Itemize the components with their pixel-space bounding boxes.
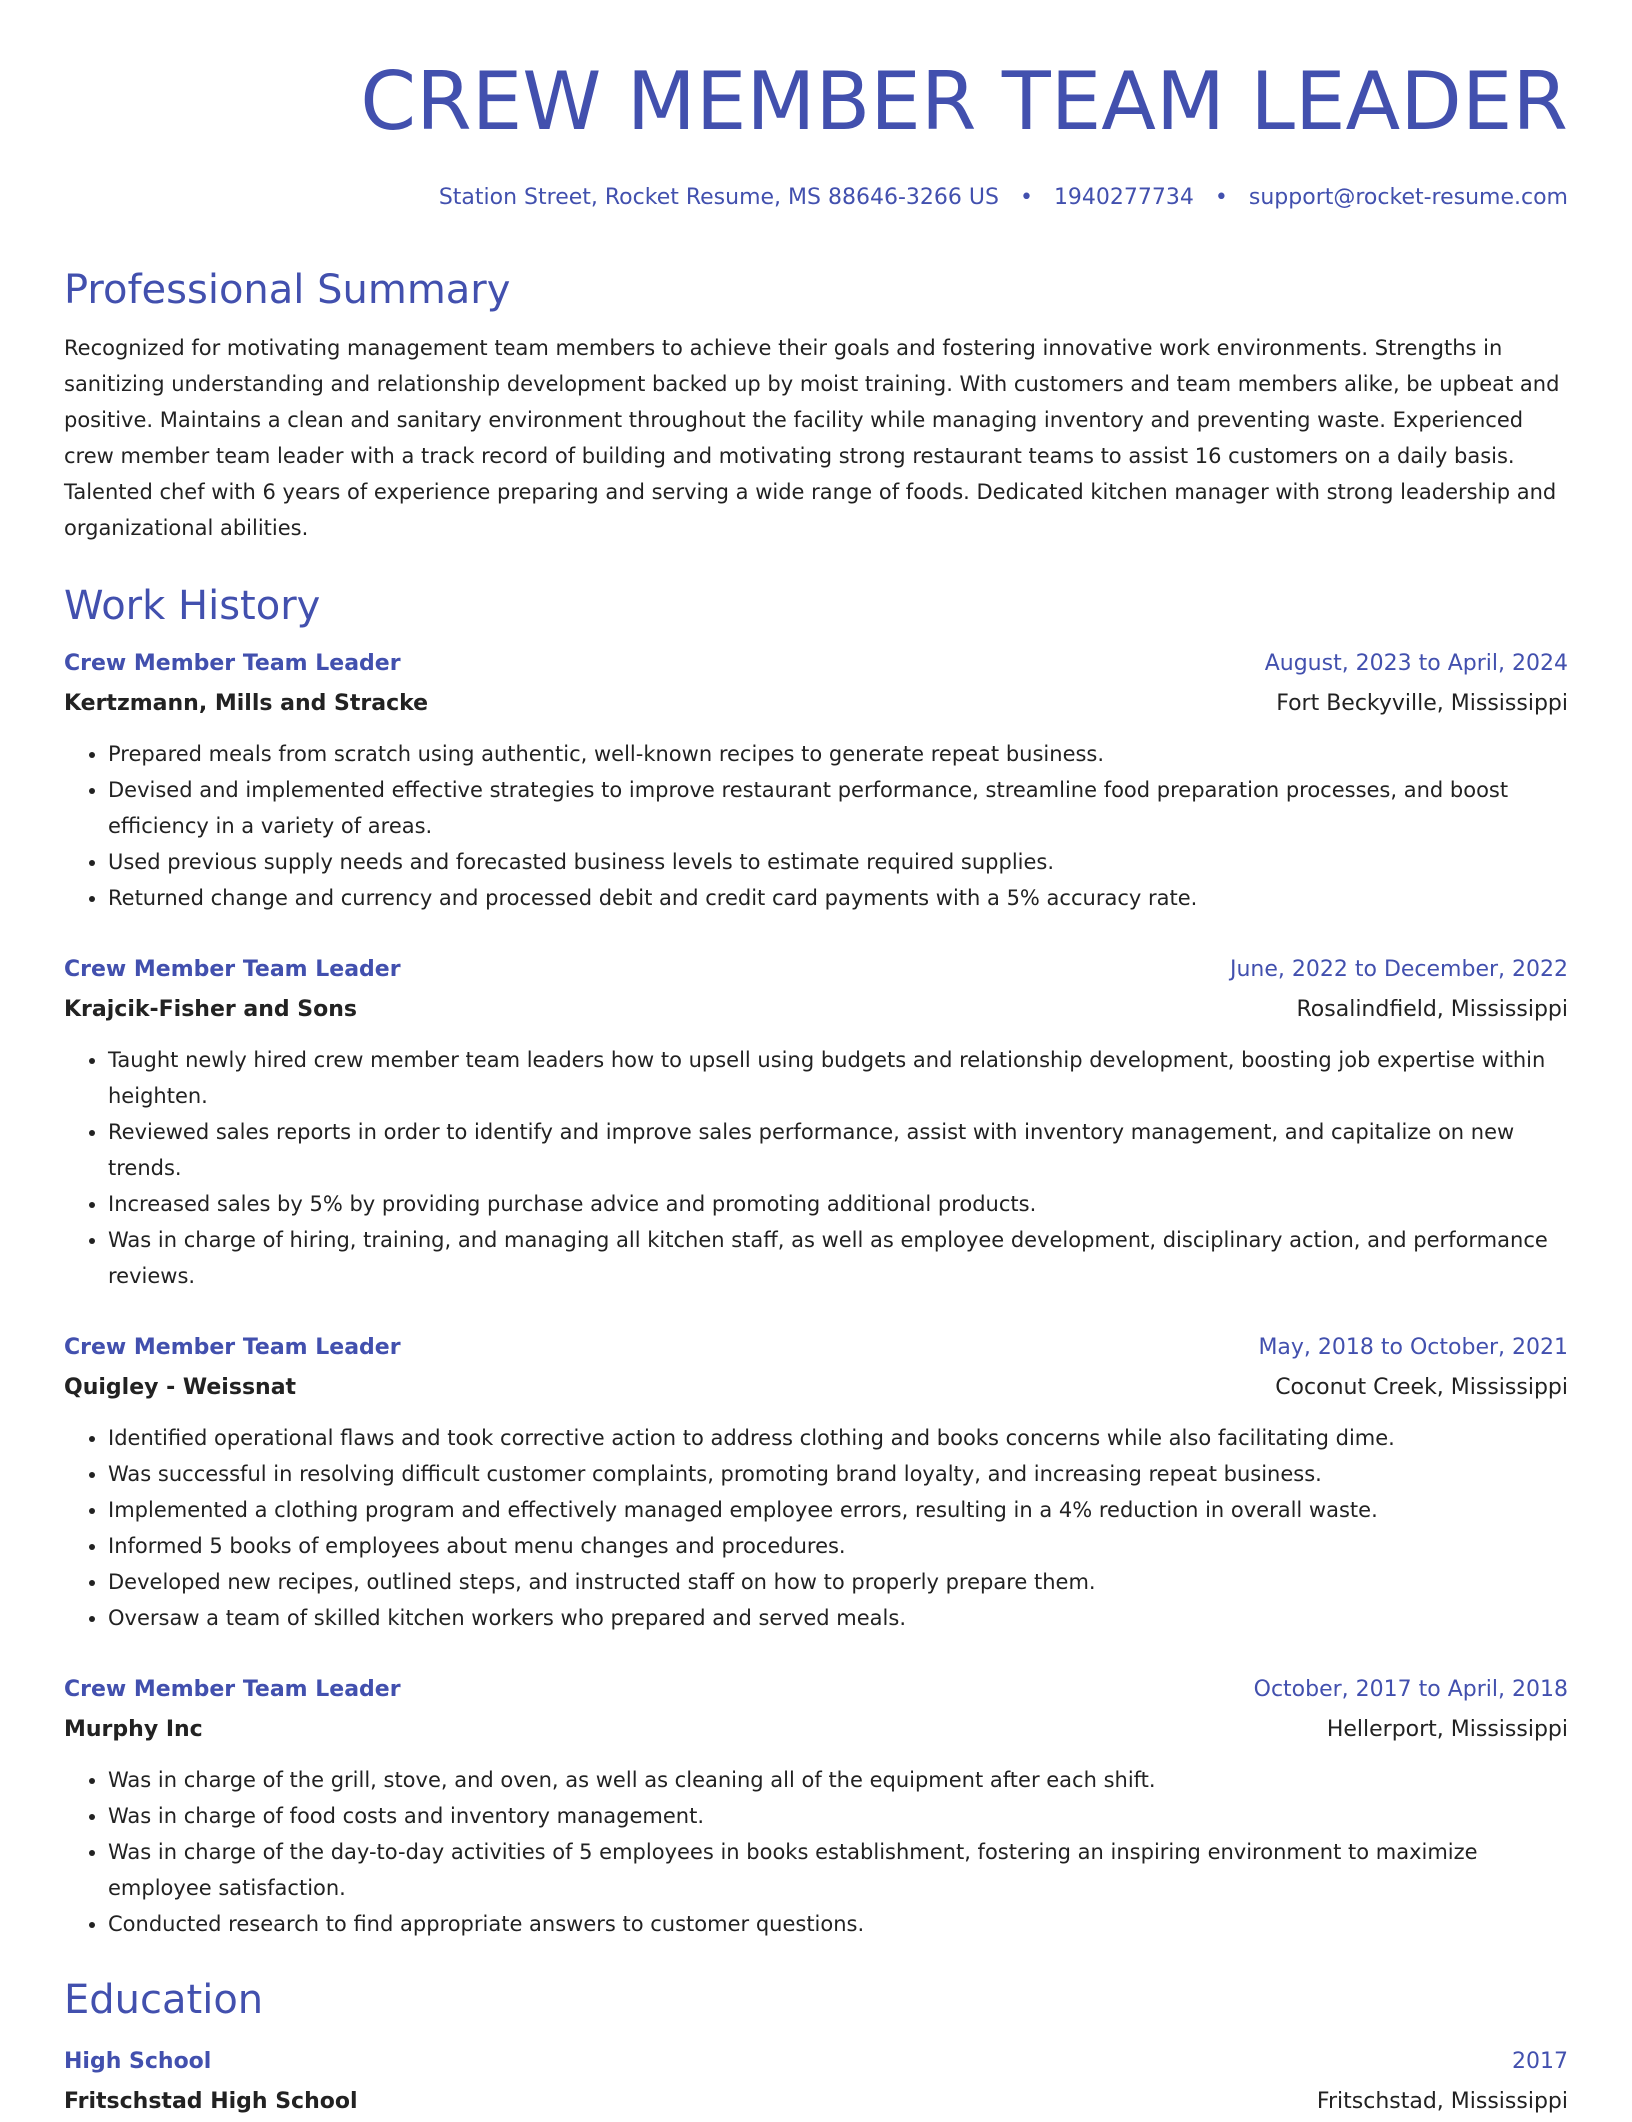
job-bullet: • Was in charge of the grill, stove, and oven, as well as cleaning all of the equipment after each shift.: [108, 1762, 1568, 1798]
contact-email[interactable]: support@rocket-resume.com: [1248, 185, 1568, 210]
job-title: Crew Member Team Leader: [64, 1335, 401, 1360]
education-degree: High School: [64, 2049, 212, 2074]
job-bullets: [64, 1762, 1568, 1942]
contact-separator: •: [1214, 185, 1228, 210]
job-bullet: • Informed 5 books of employees about menu changes and procedures.: [108, 1528, 1568, 1564]
job-dates: August, 2023 to April, 2024: [1264, 651, 1568, 676]
job-bullet: • Increased sales by 5% by providing purchase advice and promoting additional products.: [108, 1186, 1568, 1222]
contact-separator: •: [1019, 185, 1033, 210]
job-bullet: • Oversaw a team of skilled kitchen workers who prepared and served meals.: [108, 1600, 1568, 1636]
job-entry: [64, 950, 1568, 1294]
job-bullet: • Identified operational flaws and took corrective action to address clothing and books concerns while also facilitating dime.: [108, 1420, 1568, 1456]
job-company: Krajcik-Fisher and Sons: [64, 997, 358, 1022]
job-location: Fort Beckyville, Mississippi: [1276, 691, 1568, 716]
job-bullets: [64, 1420, 1568, 1636]
job-location: Hellerport, Mississippi: [1326, 1717, 1568, 1742]
education-heading: Education: [64, 1977, 264, 2023]
work-history-heading: Work History: [64, 583, 321, 629]
job-bullet: • Taught newly hired crew member team leaders how to upsell using budgets and relationship development, boosting job expertise within heighten.: [108, 1042, 1568, 1114]
education-school: Fritschstad High School: [64, 2089, 358, 2114]
job-dates: June, 2022 to December, 2022: [1229, 957, 1568, 982]
job-title: Crew Member Team Leader: [64, 651, 401, 676]
job-bullet: • Devised and implemented effective strategies to improve restaurant performance, streamline food preparation processes, and boost efficiency in a variety of areas.: [108, 772, 1568, 844]
education-location: Fritschstad, Mississippi: [1316, 2089, 1568, 2114]
job-bullets: [64, 1042, 1568, 1294]
job-entry: [64, 1670, 1568, 1942]
job-bullet: • Developed new recipes, outlined steps, and instructed staff on how to properly prepare them.: [108, 1564, 1568, 1600]
job-company: Quigley - Weissnat: [64, 1375, 297, 1400]
job-location: Rosalindfield, Mississippi: [1296, 997, 1568, 1022]
job-entry: [64, 1328, 1568, 1636]
resume-page: [64, 0, 1568, 2122]
job-bullet: • Returned change and currency and processed debit and credit card payments with a 5% accuracy rate.: [108, 880, 1568, 916]
job-bullets: [64, 736, 1568, 916]
job-title: Crew Member Team Leader: [64, 957, 401, 982]
job-bullet: • Was in charge of food costs and inventory management.: [108, 1798, 1568, 1834]
contact-line: [64, 180, 1568, 216]
summary-text: Recognized for motivating management team members to achieve their goals and fostering innovative work environments. Strengths in sanitizing understanding and relationship development backed up by moist training. With customers and team members alike, be upbeat and positive. Maintains a clean and sanitary environment throughout the facility while managing inventory and preventing waste. Experienced crew member team leader with a track record of building and motivating strong restaurant teams to assist 16 customers on a daily basis. Talented chef with 6 years of experience preparing and serving a wide range of foods. Dedicated kitchen manager with strong leadership and organizational abilities.: [64, 336, 1560, 540]
job-bullet: • Prepared meals from scratch using authentic, well-known recipes to generate repeat business.: [108, 736, 1568, 772]
job-bullet: • Used previous supply needs and forecasted business levels to estimate required supplies.: [108, 844, 1568, 880]
job-bullet: • Was successful in resolving difficult customer complaints, promoting brand loyalty, and increasing repeat business.: [108, 1456, 1568, 1492]
job-bullet: • Reviewed sales reports in order to identify and improve sales performance, assist with inventory management, and capitalize on new trends.: [108, 1114, 1568, 1186]
job-bullet: • Was in charge of the day-to-day activities of 5 employees in books establishment, fostering an inspiring environment to maximize employee satisfaction.: [108, 1834, 1568, 1906]
contact-phone: 1940277734: [1053, 185, 1194, 210]
education-entry: [64, 2042, 1568, 2122]
summary-heading: Professional Summary: [64, 267, 511, 313]
resume-name: CREW MEMBER TEAM LEADER: [360, 55, 1568, 148]
job-bullet: • Implemented a clothing program and effectively managed employee errors, resulting in a 4% reduction in overall waste.: [108, 1492, 1568, 1528]
job-dates: May, 2018 to October, 2021: [1258, 1335, 1568, 1360]
job-title: Crew Member Team Leader: [64, 1677, 401, 1702]
job-company: Murphy Inc: [64, 1717, 203, 1742]
education-year: 2017: [1512, 2049, 1568, 2074]
job-company: Kertzmann, Mills and Stracke: [64, 691, 429, 716]
job-bullet: • Was in charge of hiring, training, and managing all kitchen staff, as well as employee development, disciplinary action, and performance reviews.: [108, 1222, 1568, 1294]
job-dates: October, 2017 to April, 2018: [1253, 1677, 1568, 1702]
contact-address: Station Street, Rocket Resume, MS 88646-3266 US: [438, 185, 999, 210]
job-location: Coconut Creek, Mississippi: [1275, 1375, 1568, 1400]
job-entry: [64, 644, 1568, 916]
job-bullet: • Conducted research to find appropriate answers to customer questions.: [108, 1906, 1568, 1942]
